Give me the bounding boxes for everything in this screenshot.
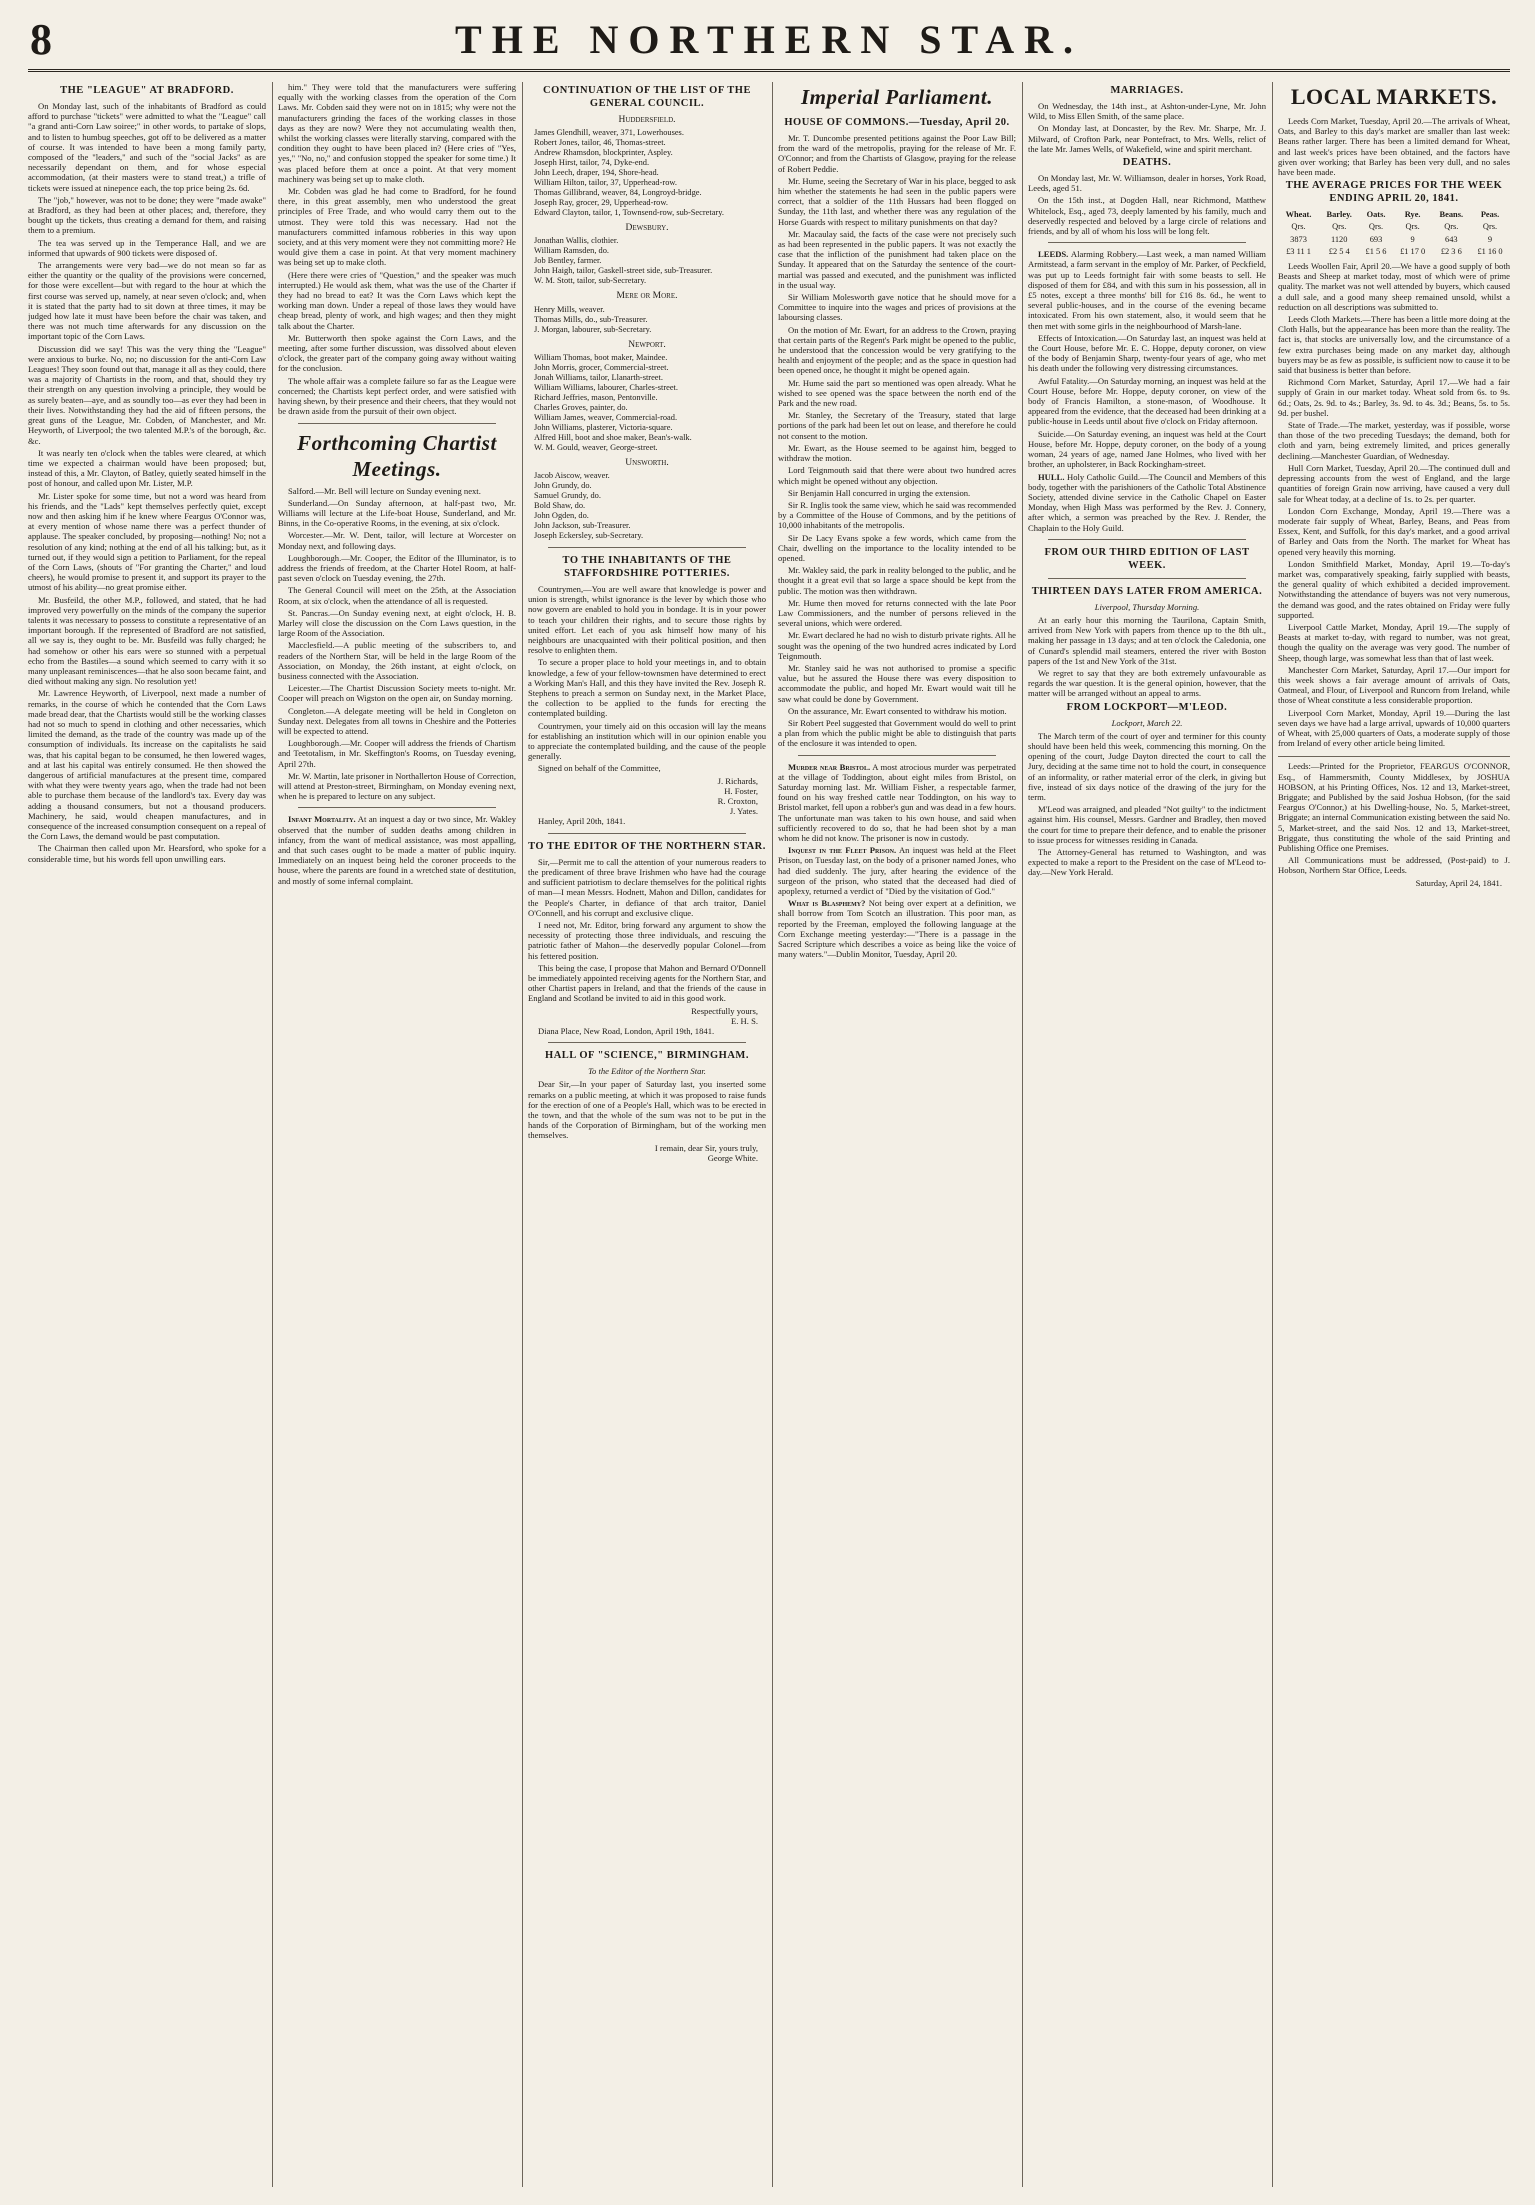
paragraph: Mr. Ewart, as the House seemed to be against him, begged to withdraw the motion. [778,442,1016,464]
council-member: William Williams, labourer, Charles-street. [534,382,678,392]
paragraph: State of Trade.—The market, yesterday, was if possible, worse than those of the two preceding Tuesdays; the demand, both for cloth and yarn, being extremely limited, and prices generally declining.—Manchester Guardian, of Wednesday. [1278,420,1510,461]
printer-imprint [1278,756,1510,887]
council-member: W. M. Gould, weaver, George-street. [534,442,658,452]
paragraph: The March term of the court of oyer and terminer for this county should have been held this week, commencing this morning. On the opening of the court, Judge Dayton directed the court to call the Jury, deciding at the same time not to hold the court, in consequence of an informality, or rather material error of the clerk, in giving but five, instead of six days notice of the drawing of the jury for the term. [1028,730,1266,802]
paragraph: Discussion did we say! This was the very thing the "League" were anxious to burke. No, no; no discussion for the anti-Corn Law Leagues! They soon found out that, manage it all as they could, there was a majority of Chartists in the room, and that, should they try their strength on any question involving a principle, they would be as surely beaten—aye, and as soundly too—as ever they had been in their lives. Notwithstanding they had the aid of fifteen persons, the great guns of the League, Mr. Cobden, of Manchester, and Mr. Heyworth, of Liverpool; the two talented M.P.'s of the borough, &c. &c. [28,343,266,446]
signature: E. H. S. [731,1015,758,1026]
council-member: Richard Jeffries, mason, Pentonville. [534,392,658,402]
headline-hull: HULL. [1038,471,1065,482]
table-header-row [1278,209,1510,221]
headline-infant-mortality: Infant Mortality. [288,814,356,825]
headline-potteries: TO THE INHABITANTS OF THE STAFFORDSHIRE POTTERIES. [562,555,732,580]
subheading: To the Editor of the Northern Star. [588,1066,706,1077]
paragraph: Sir De Lacy Evans spoke a few words, which came from the Chair, dwelling on the importance to the locality intended to be opened. [778,532,1016,563]
table-cell: £3 11 1 [1286,246,1311,256]
paragraph: M'Leod was arraigned, and pleaded "Not guilty" to the indictment against him. His counsel, Messrs. Gardner and Bradley, then moved the court for time to prepare their defence, and to enable the prisoner to issue process for witnesses residing in Canada. [1028,804,1266,845]
headline-chartist-meetings: Forthcoming Chartist Meetings. [297,430,497,481]
meeting-notice: The General Council will meet on the 25th, at the Association Room, at six o'clock, when the attendance of all is requested. [278,585,516,606]
headline-general-council: CONTINUATION OF THE LIST OF THE GENERAL COUNCIL. [543,85,751,109]
meeting-notice: Salford.—Mr. Bell will lecture on Sunday evening next. [288,485,481,496]
table-cell: 643 [1445,234,1458,244]
paragraph: Countrymen, your timely aid on this occasion will lay the means for establishing an institution which will in our opinion enable you to appreciate the contemplated building, and the cause of the people generally. [528,720,766,762]
paragraph: The tea was served up in the Temperance Hall, and we are informed that upwards of 900 tickets were disposed of. [28,237,266,258]
council-list [534,471,766,541]
paragraph: Effects of Intoxication.—On Saturday last, an inquest was held at the Court House, before Mr. E. C. Hoppe, deputy coroner, on view of the body of Benjamin Sharp, twenty-four years of age, who met his death under the following very distressing circumstances. [1028,332,1266,374]
headline-third-edition: FROM OUR THIRD EDITION OF LAST WEEK. [1044,546,1250,571]
paragraph: Mr. Butterworth then spoke against the Corn Laws, and the meeting, after some further discussion, was dissolved about eleven o'clock, the greater part of the company going away without waiting for the conclusion. [278,332,516,374]
paragraph: The whole affair was a complete failure so far as the League were concerned; the Chartists kept perfect order, and were satisfied with having shewn, by their presence and their cheers, that they would not be drawn aside from the pursuit of their own object. [278,375,516,417]
headline-hall-of-science: HALL OF "SCIENCE," BIRMINGHAM. [545,1050,749,1062]
town-heading: Mere or More. [616,291,678,302]
paragraph: Mr. Hume, seeing the Secretary of War in his place, begged to ask him whether the statements he had seen in the public papers were correct, that a soldier of the 11th Hussars had been flogged on Sunday, the 11th last, and whether there was any regulation of the Horse Guards with respect to military punishments on that day? [778,175,1016,227]
council-member: Joseph Ray, grocer, 29, Upperhead-row. [534,198,668,208]
paragraph: The "job," however, was not to be done; they were "made awake" at Bradford, as they had been at other places; and, therefore, they bought up the tickets, thus creating a demand for them, and raising them to a premium. [28,194,266,236]
table-row [1278,234,1510,246]
council-member: John Ogden, do. [534,511,589,521]
meeting-notice: Sunderland.—On Sunday afternoon, at half-past two, Mr. Williams will lecture at the Life-boat House, Sunderland, and Mr. Binns, in the Co-operative Rooms, in the evening, at six o'clock. [278,497,516,529]
paragraph: Dear Sir,—In your paper of Saturday last, you inserted some remarks on a public meeting, at which it was proposed to raise funds for the erection of one of a People's Hall, which was to be erected in the town, and that the whole of the sum was not to be put in the hands of the Corporation of Birmingham, but of the working men themselves. [528,1079,766,1141]
signature: H. Foster, [724,785,758,796]
page-number: 8 [30,15,52,64]
headline-deaths: DEATHS. [1122,157,1172,169]
council-member: Job Bentley, farmer. [534,256,602,266]
paragraph: An inquest was held at the Fleet Prison, on Tuesday last, on the body of a prisoner named Jones, who had died suddenly. The jury, after hearing the evidence of the surgeon of the prison, who stated that the deceased had died of apoplexy, returned a verdict of "Died by the visitation of God." [778,845,1016,897]
paragraph: Mr. Stanley said he was not authorised to promise a specific value, but he assured the House there was every disposition to accommodate the public, and hoped Mr. Ewart would wait till he saw what could be done by Government. [778,662,1016,704]
separator [1048,539,1246,540]
paragraph: To secure a proper place to hold your meetings in, and to obtain knowledge, a few of your fellow-townsmen have determined to erect a Working Man's Hall, and this they have invited the Rev. Joseph R. Stephens to preach a sermon on Sunday next, in the Market Place, the collection to be applied to the funds for erecting the contemplated building. [528,657,766,719]
table-cell: £1 16 0 [1477,246,1503,256]
paragraph: Awful Fatality.—On Saturday morning, an inquest was held at the Court House, before Mr. Hoppe, deputy coroner, on view of the body of Francis Hamilton, a stone-mason, of Woodhouse. It appeared from the evidence, that the deceased had been drinking at a public-house in Leeds until about five o'clock on Friday afternoon. [1028,375,1266,427]
signature: R. Croxton, [717,796,758,807]
imprint-text: Leeds:—Printed for the Proprietor, FEARGUS O'CONNOR, Esq., of Hammersmith, County Middlesex, by JOSHUA HOBSON, at his Printing Offices, Nos. 12 and 13, Market-street, Briggate; and Published by the said Joshua Hobson, (for the said Feargus O'Connor,) at his Dwelling-house, No. 5, Market-street, Briggate; an internal Communication existing between the said No. 5, Market-street, and the said Nos. 12 and 13, Market-street, Briggate, thus constituting the whole of the said Printing and Publishing Office one Premises. [1278,761,1510,853]
headline-house-of-commons: HOUSE OF COMMONS.—Tuesday, April 20. [784,117,1010,128]
table-cell: £1 17 0 [1400,246,1426,256]
meeting-notice: Loughborough.—Mr. Cooper will address the friends of Chartism and Teetotalism, in Mr. Skeffington's Rooms, on Tuesday evening, April 27th. [278,738,516,769]
dateline: Hanley, April 20th, 1841. [538,816,626,827]
paragraph: Mr. Stanley, the Secretary of the Treasury, stated that large portions of the park had been let out on lease, and therefore he could not consent to the motion. [778,410,1016,441]
table-row [1278,221,1510,233]
paragraph: Sir,—Permit me to call the attention of your numerous readers to the predicament of three brave Irishmen who have had the courage and sufficient patriotism to declare themselves for the political rights of man—I mean Messrs. Hodnett, Mahon and Dillon, candidates for the People's Charter, in defiance of that arch traitor, Daniel O'Connell, and his corrupt and exclusive clique. [528,856,766,918]
paragraph: Richmond Corn Market, Saturday, April 17.—We had a fair supply of Grain in our market today. Wheat sold from 6s. to 9s. 6d.; Oats, 2s. 9d. to 4s.; Barley, 3s. 9d. to 4s. 3d.; Beans, 5s. to 5s. 9d. per bushel. [1278,377,1510,418]
council-member: Charles Groves, painter, do. [534,402,628,412]
newspaper-page [28,10,1510,2195]
notice: On Monday last, at Doncaster, by the Rev. Mr. Sharpe, Mr. J. Milward, of Crofton Park, near Pontefract, to Mrs. Wells, relict of the late Mr. James Wells, of Wakefield, wine and spirit merchant. [1028,123,1266,154]
table-cell: £2 5 4 [1328,246,1350,256]
meeting-notice: Macclesfield.—A public meeting of the subscribers to, and readers of the Northern Star, will be held in the large Room of the Association, on Monday, the 26th instant, at eight o'clock, on business connected with the Association. [278,640,516,681]
town-heading: Dewsbury. [625,223,669,234]
closing: I remain, dear Sir, yours truly, [654,1142,758,1153]
town-heading: Unsworth. [625,457,669,468]
column-header: Rye. [1404,210,1421,220]
newspaper-title: THE NORTHERN STAR. [455,17,1083,62]
paragraph: Lord Teignmouth said that there were about two hundred acres which might be opened without any objection. [778,465,1016,486]
council-member: John Jackson, sub-Treasurer. [534,521,631,531]
notice: On Monday last, Mr. W. Williamson, dealer in horses, York Road, Leeds, aged 51. [1028,173,1266,194]
council-member: Andrew Rhamsdon, blockprinter, Aspley. [534,148,673,158]
table-cell: Qrs. [1332,222,1347,232]
paragraph: At an inquest a day or two since, Mr. Wakley observed that the number of sudden deaths among children in infancy, from the want of medical assistance, was most appalling, and that such cases ought to be made a matter of public inquiry. Immediately on an inquest being held the coroner proceeds to the house, where the parents are found in a wretched state of destitution, and mostly of some infernal complaint. [278,814,516,886]
separator [548,833,746,834]
paragraph: Hull Corn Market, Tuesday, April 20.—The continued dull and depressing accounts from the west of England, and the large quantities of foreign Grain now arriving, have caused a very dull sale for Wheat today, at a decline of 1s. to 2s. per quarter. [1278,462,1510,504]
council-member: Samuel Grundy, do. [534,491,601,501]
table-cell: 9 [1410,234,1415,244]
table-cell: £1 5 6 [1365,246,1387,256]
paragraph: Mr. Cobden was glad he had come to Bradford, for he found there, in this great assembly, men who understood the great principles of Free Trade, and who would carry them out to the utmost. They were told this was necessary. Had not the manufacturers committed infamous robberies in this way upon society, and at this very moment were they not committing more? He would give them a case in point. At that very moment machinery was being set up to make cloth. [278,186,516,268]
paragraph: Suicide.—On Saturday evening, an inquest was held at the Court House, before Mr. Hoppe, deputy coroner, on the body of a young woman, 24 years of age, named Jane Holmes, who lived with her brother, an upholsterer, in Back Rockingham-street. [1028,428,1266,470]
column-header: Barley. [1326,210,1352,220]
council-member: Jonathan Wallis, clothier. [534,236,619,246]
paragraph: him." They were told that the manufacturers were suffering equally with the working classes from the operation of the Corn Laws. Mr. Cobden said they were not on in 1815; why were not the manufacturers grinding the faces of the working classes in those days as they are now? Were they not accumulating wealth then, whilst the working classes were literally starving, compared with the condition they ought to have been placed in? (Here cries of "Yes, yes," "No, no," and confusion stopped the speaker for some time.) It was placed before them at once a point. At that very moment machinery was being set up to make cloth. [278,82,516,184]
paragraph: We regret to say that they are both extremely unfavourable as regards the war question. It is the general opinion, however, that the matter will be arranged without an appeal to arms. [1028,667,1266,699]
headline-murder: Murder near Bristol. [788,761,871,772]
council-list [534,305,766,335]
separator [548,1042,746,1043]
meeting-notice: Worcester.—Mr. W. Dent, tailor, will lecture at Worcester on Monday next, and following days. [278,530,516,551]
paragraph: Mr. Busfeild, the other M.P., followed, and stated, that he had improved very powerfully on the minds of the company the superior talents it was necessary to possess to constitute a representative of an important borough. If the represented of Bradford are not satisfied, all we say is, they ought to be. Mr. Busfeild was fully charged; he had somehow or other his ears were so stunned with a perpetual echo from the Bastiles—a sound which seemed to carry with it so many unpleasant reminiscences—that he also soon became faint, and died without making any sign. No resolution yet! [28,594,266,687]
separator [798,755,996,756]
paragraph: Sir Robert Peel suggested that Government would do well to print a plan from which the public might be able to distinguish that parts of the enclosure it was intended to open. [778,717,1016,749]
paragraph: Leeds Cloth Markets.—There has been a little more doing at the Cloth Halls, but the appearance has been more than the reality. The fact is, that stocks are universally low, and the circumstance of a few extra purchases being made on any market day, although buyers may be as few as possible, is sufficient now to cause it to be said that business is better than before. [1278,314,1510,376]
council-member: William Hilton, tailor, 37, Upperhead-row. [534,178,677,188]
paragraph: London Corn Exchange, Monday, April 19.—There was a moderate fair supply of Wheat, Barley, Beans, and Peas from Essex, Kent, and Suffolk, for this day's market, and a good arrival of Barley and Oats from the North. The market for Wheat has opened very heavily this morning. [1278,505,1510,557]
headline-america: THIRTEEN DAYS LATER FROM AMERICA. [1031,585,1263,597]
council-member: John Leech, draper, 194, Shore-head. [534,168,659,178]
paragraph: Leeds Woollen Fair, April 20.—We have a good supply of both Beasts and Sheep at market today, most of which were of prime quality. The market was not well attended by buyers, which caused a dull sale, and a good many sheep remained unsold, whilst a reduction on all descriptions was submitted to. [1278,261,1510,312]
headline-letter: TO THE EDITOR OF THE NORTHERN STAR. [528,840,766,852]
council-member: William Ramsden, do. [534,246,610,256]
table-cell: Qrs. [1444,222,1459,232]
paragraph: Sir Benjamin Hall concurred in urging the extension. [788,487,971,498]
column-header: Oats. [1366,210,1386,220]
meeting-notice: St. Pancras.—On Sunday evening next, at eight o'clock, H. B. Marley will close the discussion on the Corn Laws question, in the large Room of the Association. [278,607,516,639]
paragraph: The arrangements were very bad—we do not mean so far as either the quantity or the quality of the provisions were concerned, for those were excellent—but with regard to the hour at which the first course was served up, namely, at near seven o'clock; and, when it is stated that the party had to sit down at three times, it may be judged how late it must have been before the chair was taken, and there was not much time afterwards for any discussion on the important topic of the Corn Laws. [28,260,266,342]
separator [1048,578,1246,579]
paragraph: This being the case, I propose that Mahon and Bernard O'Donnell be immediately appointed receiving agents for the Northern Star, and other Chartist papers in Ireland, and that the friends of the cause in England and Scotland be invited to aid in this good work. [528,962,766,1004]
paragraph: On the motion of Mr. Ewart, for an address to the Crown, praying that certain parts of the Regent's Park might be opened to the public, he understood that the concession would be very gratifying to the health and enjoyment of the people; and as the space in question had been opened once, he thought it might be opened again. [778,324,1016,376]
council-member: William James, weaver, Commercial-road. [534,412,678,422]
table-cell: Qrs. [1482,222,1498,232]
meeting-notice: Mr. W. Martin, late prisoner in Northallerton House of Correction, will attend at Preston-street, Birmingham, on Monday evening next, when he is prepared to lecture on any subject. [278,770,516,802]
council-member: Edward Clayton, tailor, 1, Townsend-row, sub-Secretary. [534,208,724,218]
council-list [534,128,766,218]
meeting-notice: Congleton.—A delegate meeting will be held in Congleton on Sunday next. Delegates from all towns in Cheshire and the Potteries will be expected to attend. [278,705,516,736]
paragraph: Mr. Ewart declared he had no wish to disturb private rights. All he sought was the opening of the two hundred acres indicated by Lord Teignmouth. [778,630,1016,661]
paragraph: Manchester Corn Market, Saturday, April 17.—Our import for this week shows a fair average amount of arrivals of Oats, Oatmeal, and Flour, of Liverpool and Runcorn from Ireland, while those of Wheat constitute a less considerable proportion. [1278,664,1510,706]
column-header: Peas. [1480,210,1500,220]
council-member: William Thomas, boot maker, Maindee. [534,352,668,362]
paragraph: Not being over expert at a definition, we shall borrow from Tom Scotch an illustration. This poor man, as reported by the Freeman, employed the following language at the Corn Exchange meeting yesterday:—"There is a passage in the Sacred Scripture which describes a voice as being like the voice of many waters."—Dublin Monitor, Tuesday, April 20. [778,898,1016,960]
headline-local-markets: LOCAL MARKETS. [1290,84,1498,109]
table-cell: 693 [1369,234,1383,244]
table-cell: Qrs. [1405,222,1420,232]
town-heading: Huddersfield. [618,115,676,125]
table-cell: Qrs. [1368,222,1384,232]
paragraph: Sir R. Inglis took the same view, which he said was recommended by a Committee of the House of Commons, and by the petitions of 10,000 inhabitants of the metropolis. [778,499,1016,531]
column-5 [1028,82,1266,2187]
table-cell: Qrs. [1291,222,1306,232]
paragraph: The Attorney-General has returned to Washington, and was expected to make a report to the President on the case of M'Leod to-day.—New York Herald. [1028,846,1266,878]
column-header: Wheat. [1285,210,1312,220]
paragraph: Mr. Wakley said, the park in reality belonged to the public, and he thought it a great evil that so large a space should be kept from the public. The motion was then withdrawn. [778,565,1016,596]
column-1 [28,82,266,2187]
paragraph: Holy Catholic Guild.—The Council and Members of this body, together with the parishioners of the Catholic Total Abstinence Society, attended divine service in the Catholic Chapel on Easter Monday, when High Mass was performed by the Rev. J. Connery, after which, a sermon was preached by the Rev. J. Render, the Chaplain to the Holy Guild. [1028,471,1266,533]
headline-average-prices: THE AVERAGE PRICES FOR THE WEEK ENDING APRIL 20, 1841. [1285,180,1503,205]
imprint-address: All Communications must be addressed, (Post-paid) to J. Hobson, Northern Star Office, Leeds. [1278,855,1510,876]
council-member: Thomas Mills, do., sub-Treasurer. [534,314,648,324]
paragraph: Mr. Hume said the part so mentioned was open already. What he wished to see opened was the space between the north end of the Park and the new road. [778,377,1016,409]
paragraph: Signed on behalf of the Committee, [538,763,661,774]
paragraph: London Smithfield Market, Monday, April 19.—To-day's market was, comparatively speaking, fairly supplied with beasts, the general quality of which exhibited a decided improvement. Notwithstanding the attendance of buyers was not very numerous, the demand was good, and the rates obtained on Friday were fully supported. [1278,558,1510,620]
paragraph: The Chairman then called upon Mr. Hearsford, who spoke for a considerable time, but his words fell upon unwilling ears. [28,843,266,864]
council-member: Jonah Williams, tailor, Llanarth-street. [534,372,663,382]
table-cell: 9 [1487,234,1493,244]
council-member: Joseph Eckersley, sub-Secretary. [534,531,644,541]
paragraph: On the assurance, Mr. Ewart consented to withdraw his motion. [788,705,1007,716]
columns [28,82,1510,2192]
signature: George White. [707,1152,758,1163]
paragraph: Mr. T. Duncombe presented petitions against the Poor Law Bill; from the ward of the metropolis, praying for the release of Mr. F. O'Connor; and from the Chartists of Glasgow, praying for the release of Robert Peddie. [778,133,1016,174]
dateline: Liverpool, Thursday Morning. [1094,601,1200,612]
headline-lockport: FROM LOCKPORT—M'LEOD. [1066,701,1228,713]
paragraph: Alarming Robbery.—Last week, a man named William Armitstead, a farm servant in the employ of Mr. Parker, of Peckfield, was put up to Leeds fortnight fair with some beasts to sell. He disposed of them for £84, and with this sum in his possession, all in £5 notes, except a three months' bill for £16 8s. 6d., he went to several public-houses, and in the course of the evening became intoxicated. From his own statement, also, it would seem that he then met with some girls in the neighbourhood of Marsh-lane. [1028,249,1266,331]
column-6 [1278,82,1510,2187]
headline-blasphemy: What is Blasphemy? [788,898,866,909]
paragraph: Leeds Corn Market, Tuesday, April 20.—The arrivals of Wheat, Oats, and Barley to this day's market are smaller than last week: Beans rather larger. There has been a limited demand for Wheat, and last week's prices have been obtained, and the factors have given over working; that Barley has been very dull, and no sales have been made. [1278,116,1510,178]
paragraph: Mr. Lister spoke for some time, but not a word was heard from his friends, and the "Lads" kept themselves perfectly quiet, except now and then asking him if he knew where Feargus O'Connor was, at every mention of whose name there was a perfect thunder of applause. The speaker concluded, by proposing—nothing! No; not a resolution of any kind; nothing at the end of all his talking; but, as it turned out, if they would sign a petition to Parliament, for the repeal of the Corn Laws, (shouts of "For granting the Charter," and loud cheers), he would promise to present it, and support its prayer to the utmost of his ability—no great promise either. [28,490,266,593]
council-member: John Williams, plasterer, Victoria-square. [534,422,673,432]
masthead [28,10,1510,72]
council-list [534,353,766,453]
council-member: James Glendhill, weaver, 371, Lowerhouses. [534,128,684,138]
headline-league: THE "LEAGUE" AT BRADFORD. [60,85,234,96]
table-cell: £2 3 6 [1440,246,1462,256]
column-4 [778,82,1016,2187]
separator [1048,242,1246,243]
paragraph: (Here there were cries of "Question," and the speaker was much interrupted.) He would ask them, what was the use of the Charter if they had no bread to eat? It was the Corn Laws which kept the working man down. Under a repeal of those laws they would have cheap bread, plenty of work, and high wages; and then they might talk about the Charter. [278,269,516,331]
separator [298,807,496,808]
council-member: Thomas Gillibrand, weaver, 84, Longroyd-bridge. [534,188,702,198]
column-rule [772,82,773,2187]
headline-inquest: Inquest in the Fleet Prison. [788,845,897,856]
column-rule [272,82,273,2187]
table-cell: 1120 [1330,234,1348,244]
paragraph: Sir William Molesworth gave notice that he should move for a Committee to inquire into the wages and prices of provisions at the laboursing classes. [778,292,1016,323]
council-member: Joseph Hirst, tailor, 74, Dyke-end. [534,158,650,168]
signature: J. Richards, [717,775,758,786]
council-member: W. M. Stott, tailor, sub-Secretary. [534,276,647,286]
paragraph: Liverpool Corn Market, Monday, April 19.—During the last seven days we have had a large arrival, upwards of 10,000 quarters of Wheat, with 25,000 quarters of Oats, a moderate supply of those from Ireland of every other article being limited. [1278,707,1510,749]
headline-marriages: MARRIAGES. [1110,85,1184,96]
column-rule [1272,82,1273,2187]
notice: On the 15th inst., at Dogden Hall, near Richmond, Matthew Whitelock, Esq., aged 73, deeply lamented by his family, much and deservedly respected and beloved by a large circle of relations and friends, and by all of whom his loss will be long felt. [1028,195,1266,237]
meeting-notice: Loughborough.—Mr. Cooper, the Editor of the Illuminator, is to address the friends of freedom, at the Charter Hotel Room, at half-past seven o'clock on Tuesday evening, the 27th. [278,552,516,584]
paragraph: Countrymen,—You are well aware that knowledge is power and union is strength, whilst ignorance is the lever by which those who now govern are enabled to hold you in bondage. It is in your power to teach your children their rights, and to secure those rights by united effort. Let each of you ask himself how many of his neighbours are unacquainted with their political position, and then resolve to enlighten them. [528,584,766,656]
council-member: Alfred Hill, boot and shoe maker, Bean's-walk. [534,432,692,442]
paragraph: I need not, Mr. Editor, bring forward any argument to show the necessity of protecting those three individuals, and rescuing the patriotic father of Mahon—the deservedly popular Colonel—from his fettered position. [528,919,766,961]
meeting-notice: Leicester.—The Chartist Discussion Society meets to-night. Mr. Cooper will preach on Wigston on the open air, on Sunday morning. [278,683,516,704]
paragraph: Liverpool Cattle Market, Monday, April 19.—The supply of Beasts at market to-day, with regard to number, was not great, though the quality on the average was very good. The number of Sheep, though large, was somewhat less than that of last week. [1278,621,1510,663]
council-member: John Morris, grocer, Commercial-street. [534,362,669,372]
paragraph: At an early hour this morning the Taurilona, Captain Smith, arrived from New York with papers from thence up to the 8th ult., making her passage in 13 days; and at ten o'clock the Caledonia, one of Cunard's splendid mail steamers, entered the river with Boston papers of the 1st and New York of the 31st. [1028,614,1266,666]
council-member: Henry Mills, weaver. [534,304,605,314]
signature: J. Yates. [729,806,758,817]
column-rule [1022,82,1023,2187]
paragraph: Mr. Lawrence Heyworth, of Liverpool, next made a number of remarks, in the course of which he contended that the Corn Laws made bread dear, that the Chartists would still be the working classes had not so much to spend in clothing and other necessaries, which limited the demand, as the trade of the country was made up of the consumption of individuals. Its increase on the capitalists he said was, that his capital began to be consumed, he then lowered wages, and at last his capital was entirely consumed. He then showed the dangerous of artificial manufactures at the present time, compared with what they were twenty years ago, when the trade had not been able to purchase them because of the landlord's tax. Every day was adding a thousand consumers, but not a thousand producers. Machinery, he said, would cheapen manufactures, and in consequence of the increased consumption consequent on a repeal of the Corn Laws, the demand would be past computation. [28,688,266,842]
closing: Respectfully yours, [691,1005,758,1016]
paragraph: A most atrocious murder was perpetrated at the village of Toddington, about eight miles from Bristol, on Saturday morning last. Mr. William Fisher, a respectable farmer, found on his way freshed cattle near Toddington, on his way to Bristol market, fell upon a robber's gun and was dead in a few hours. The unfortunate man was taken to his own house, and said when sufficiently recovered to do so, that he had been shot by a man whom he did not know. The prisoner is now in custody. [778,761,1016,843]
council-list [534,236,766,286]
council-member: Bold Shaw, do. [534,501,586,511]
headline-imperial-parliament: Imperial Parliament. [800,85,993,109]
table-cell: 3873 [1290,234,1307,244]
notice: On Wednesday, the 14th inst., at Ashton-under-Lyne, Mr. John Wild, to Miss Ellen Smith, of the same place. [1028,101,1266,122]
town-heading: Newport. [628,339,666,350]
headline-leeds: LEEDS. [1038,249,1069,260]
council-member: Robert Jones, tailor, 46, Thomas-street. [534,138,666,148]
dateline: Lockport, March 22. [1111,717,1183,728]
separator [548,547,746,548]
council-member: J. Morgan, labourer, sub-Secretary. [534,324,652,334]
column-header: Beans. [1439,210,1464,220]
average-prices-table [1278,209,1510,258]
separator [298,423,496,424]
council-member: John Grundy, do. [534,481,592,491]
paragraph: It was nearly ten o'clock when the tables were cleared, at which time we expected a chairman would have been proposed; but, instead of this, a Mr. Clayton, of Batley, quietly seated himself in the post of honour, and called upon Mr. Lister, M.P. [28,447,266,489]
dateline: Diana Place, New Road, London, April 19th, 1841. [538,1025,715,1036]
column-2 [278,82,516,2187]
column-rule [522,82,523,2187]
paragraph: On Monday last, such of the inhabitants of Bradford as could afford to purchase "tickets" were admitted to what the "League" call "a grand anti-Corn Law soiree;" in other words, to partake of slops, and to listen to humbug speeches, got off to be delivered as a matter of course. It was intended to have been a mong family party, composed of the "leaders," and such of the "social Jacks" as are necessarily dependant on them, and for whose especial accommodation, (at their masters were to stand treat,) a trifle of tickets were issued at ninepence each, the top price being 2s. 6d. [28,101,266,193]
council-member: Jacob Aiscow, weaver. [534,471,610,481]
council-member: John Haigh, tailor, Gaskell-street side, sub-Treasurer. [534,266,713,276]
paragraph: Mr. Macaulay said, the facts of the case were not precisely such as had been represented in the public papers. It was not exactly the case that the infliction of the punishment had taken place on the Sunday. It appeared that on the Saturday the sentence of the court-martial was passed and executed, and the punishment was inflicted in the usual way. [778,228,1016,290]
table-row [1278,246,1510,258]
issue-date: Saturday, April 24, 1841. [1415,877,1502,888]
paragraph: Mr. Hume then moved for returns connected with the late Poor Law Commissioners, and the number of persons relieved in the several unions, which were ordered. [778,597,1016,629]
column-3 [528,82,766,2187]
